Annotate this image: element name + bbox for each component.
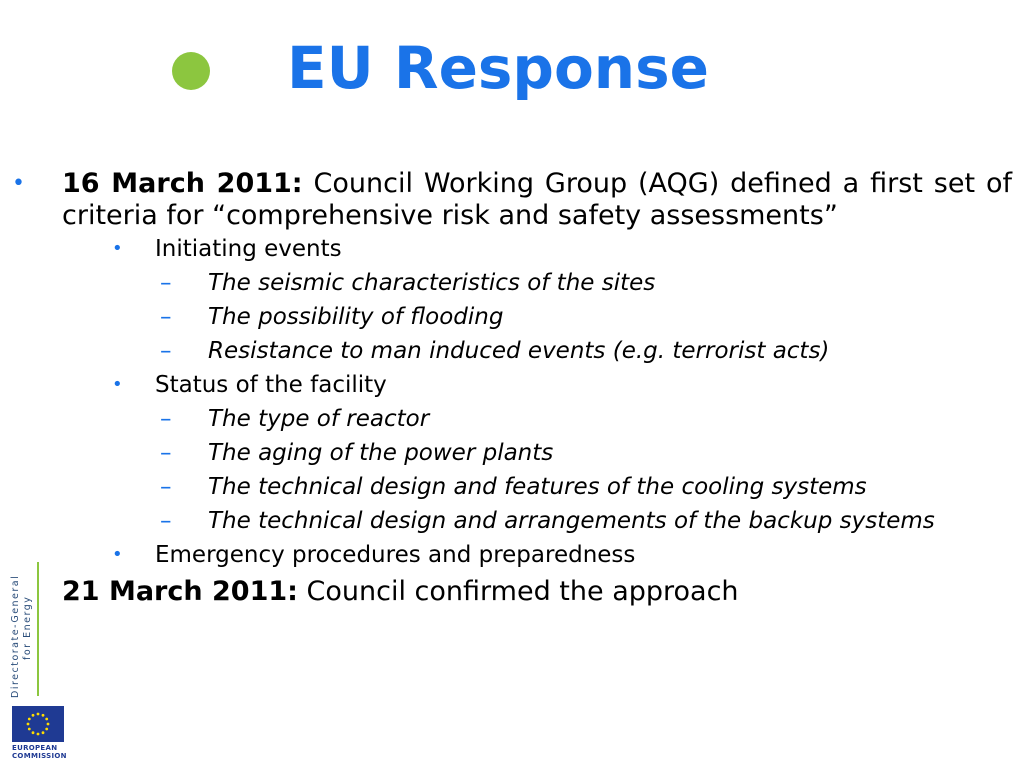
dash-icon: – bbox=[160, 406, 172, 432]
slide-body bbox=[0, 168, 1024, 612]
title-bullet-dot bbox=[172, 52, 210, 90]
european-commission-label bbox=[12, 744, 68, 760]
dash-item-text: Resistance to man induced events (e.g. terrorist acts) bbox=[208, 338, 830, 364]
sub-bullet-emergency bbox=[0, 538, 1024, 572]
eu-flag-icon bbox=[12, 706, 64, 742]
dash-item bbox=[0, 334, 1024, 368]
bullet-icon: • bbox=[12, 171, 25, 196]
bullet-icon: • bbox=[112, 544, 123, 565]
sidebar-logo bbox=[0, 560, 70, 768]
dash-item-text: The aging of the power plants bbox=[208, 440, 554, 466]
dash-item bbox=[0, 470, 1024, 504]
dash-icon: – bbox=[160, 440, 172, 466]
dash-item-text: The seismic characteristics of the sites bbox=[208, 270, 656, 296]
item2-text: Council confirmed the approach bbox=[297, 576, 739, 607]
item-2 bbox=[0, 572, 1024, 612]
dash-icon: – bbox=[160, 304, 172, 330]
slide-title: EU Response bbox=[287, 34, 709, 102]
dash-item bbox=[0, 436, 1024, 470]
dash-item bbox=[0, 300, 1024, 334]
dash-item-text: The type of reactor bbox=[208, 406, 430, 432]
sub-bullet-initiating-events bbox=[0, 232, 1024, 266]
dash-item bbox=[0, 402, 1024, 436]
bullet-item-1 bbox=[0, 168, 1024, 232]
dash-item-text: The possibility of flooding bbox=[208, 304, 504, 330]
sub-bullet-label: Status of the facility bbox=[155, 372, 387, 398]
item2-date: 21 March 2011: bbox=[62, 576, 298, 607]
eu-label-line-1: EUROPEAN bbox=[12, 744, 58, 752]
title-area bbox=[0, 30, 1024, 110]
sub-bullet-label: Initiating events bbox=[155, 236, 342, 262]
dash-icon: – bbox=[160, 270, 172, 296]
item1-date: 16 March 2011: bbox=[62, 168, 303, 199]
dash-icon: – bbox=[160, 338, 172, 364]
sub-bullet-status-facility bbox=[0, 368, 1024, 402]
dash-icon: – bbox=[160, 474, 172, 500]
item1-text: Council Working Group (AQG) defined a first set of criteria for “comprehensive risk and safety assessments” bbox=[62, 168, 1012, 231]
green-divider-line bbox=[37, 562, 39, 696]
dash-item bbox=[0, 266, 1024, 300]
bullet-icon: • bbox=[112, 374, 123, 395]
dash-item-text: The technical design and arrangements of the backup systems bbox=[208, 508, 935, 534]
dash-item-text: The technical design and features of the cooling systems bbox=[208, 474, 867, 500]
eu-label-line-2: COMMISSION bbox=[12, 752, 67, 760]
dash-icon: – bbox=[160, 508, 172, 534]
eu-stars-icon bbox=[12, 706, 64, 742]
dash-item bbox=[0, 504, 1024, 538]
sub-bullet-label: Emergency procedures and preparedness bbox=[155, 542, 636, 568]
bullet-icon: • bbox=[112, 238, 123, 259]
dg-line-2: for Energy bbox=[22, 595, 33, 660]
dg-line-1: Directorate-General bbox=[10, 574, 21, 698]
directorate-general-text bbox=[10, 575, 34, 698]
